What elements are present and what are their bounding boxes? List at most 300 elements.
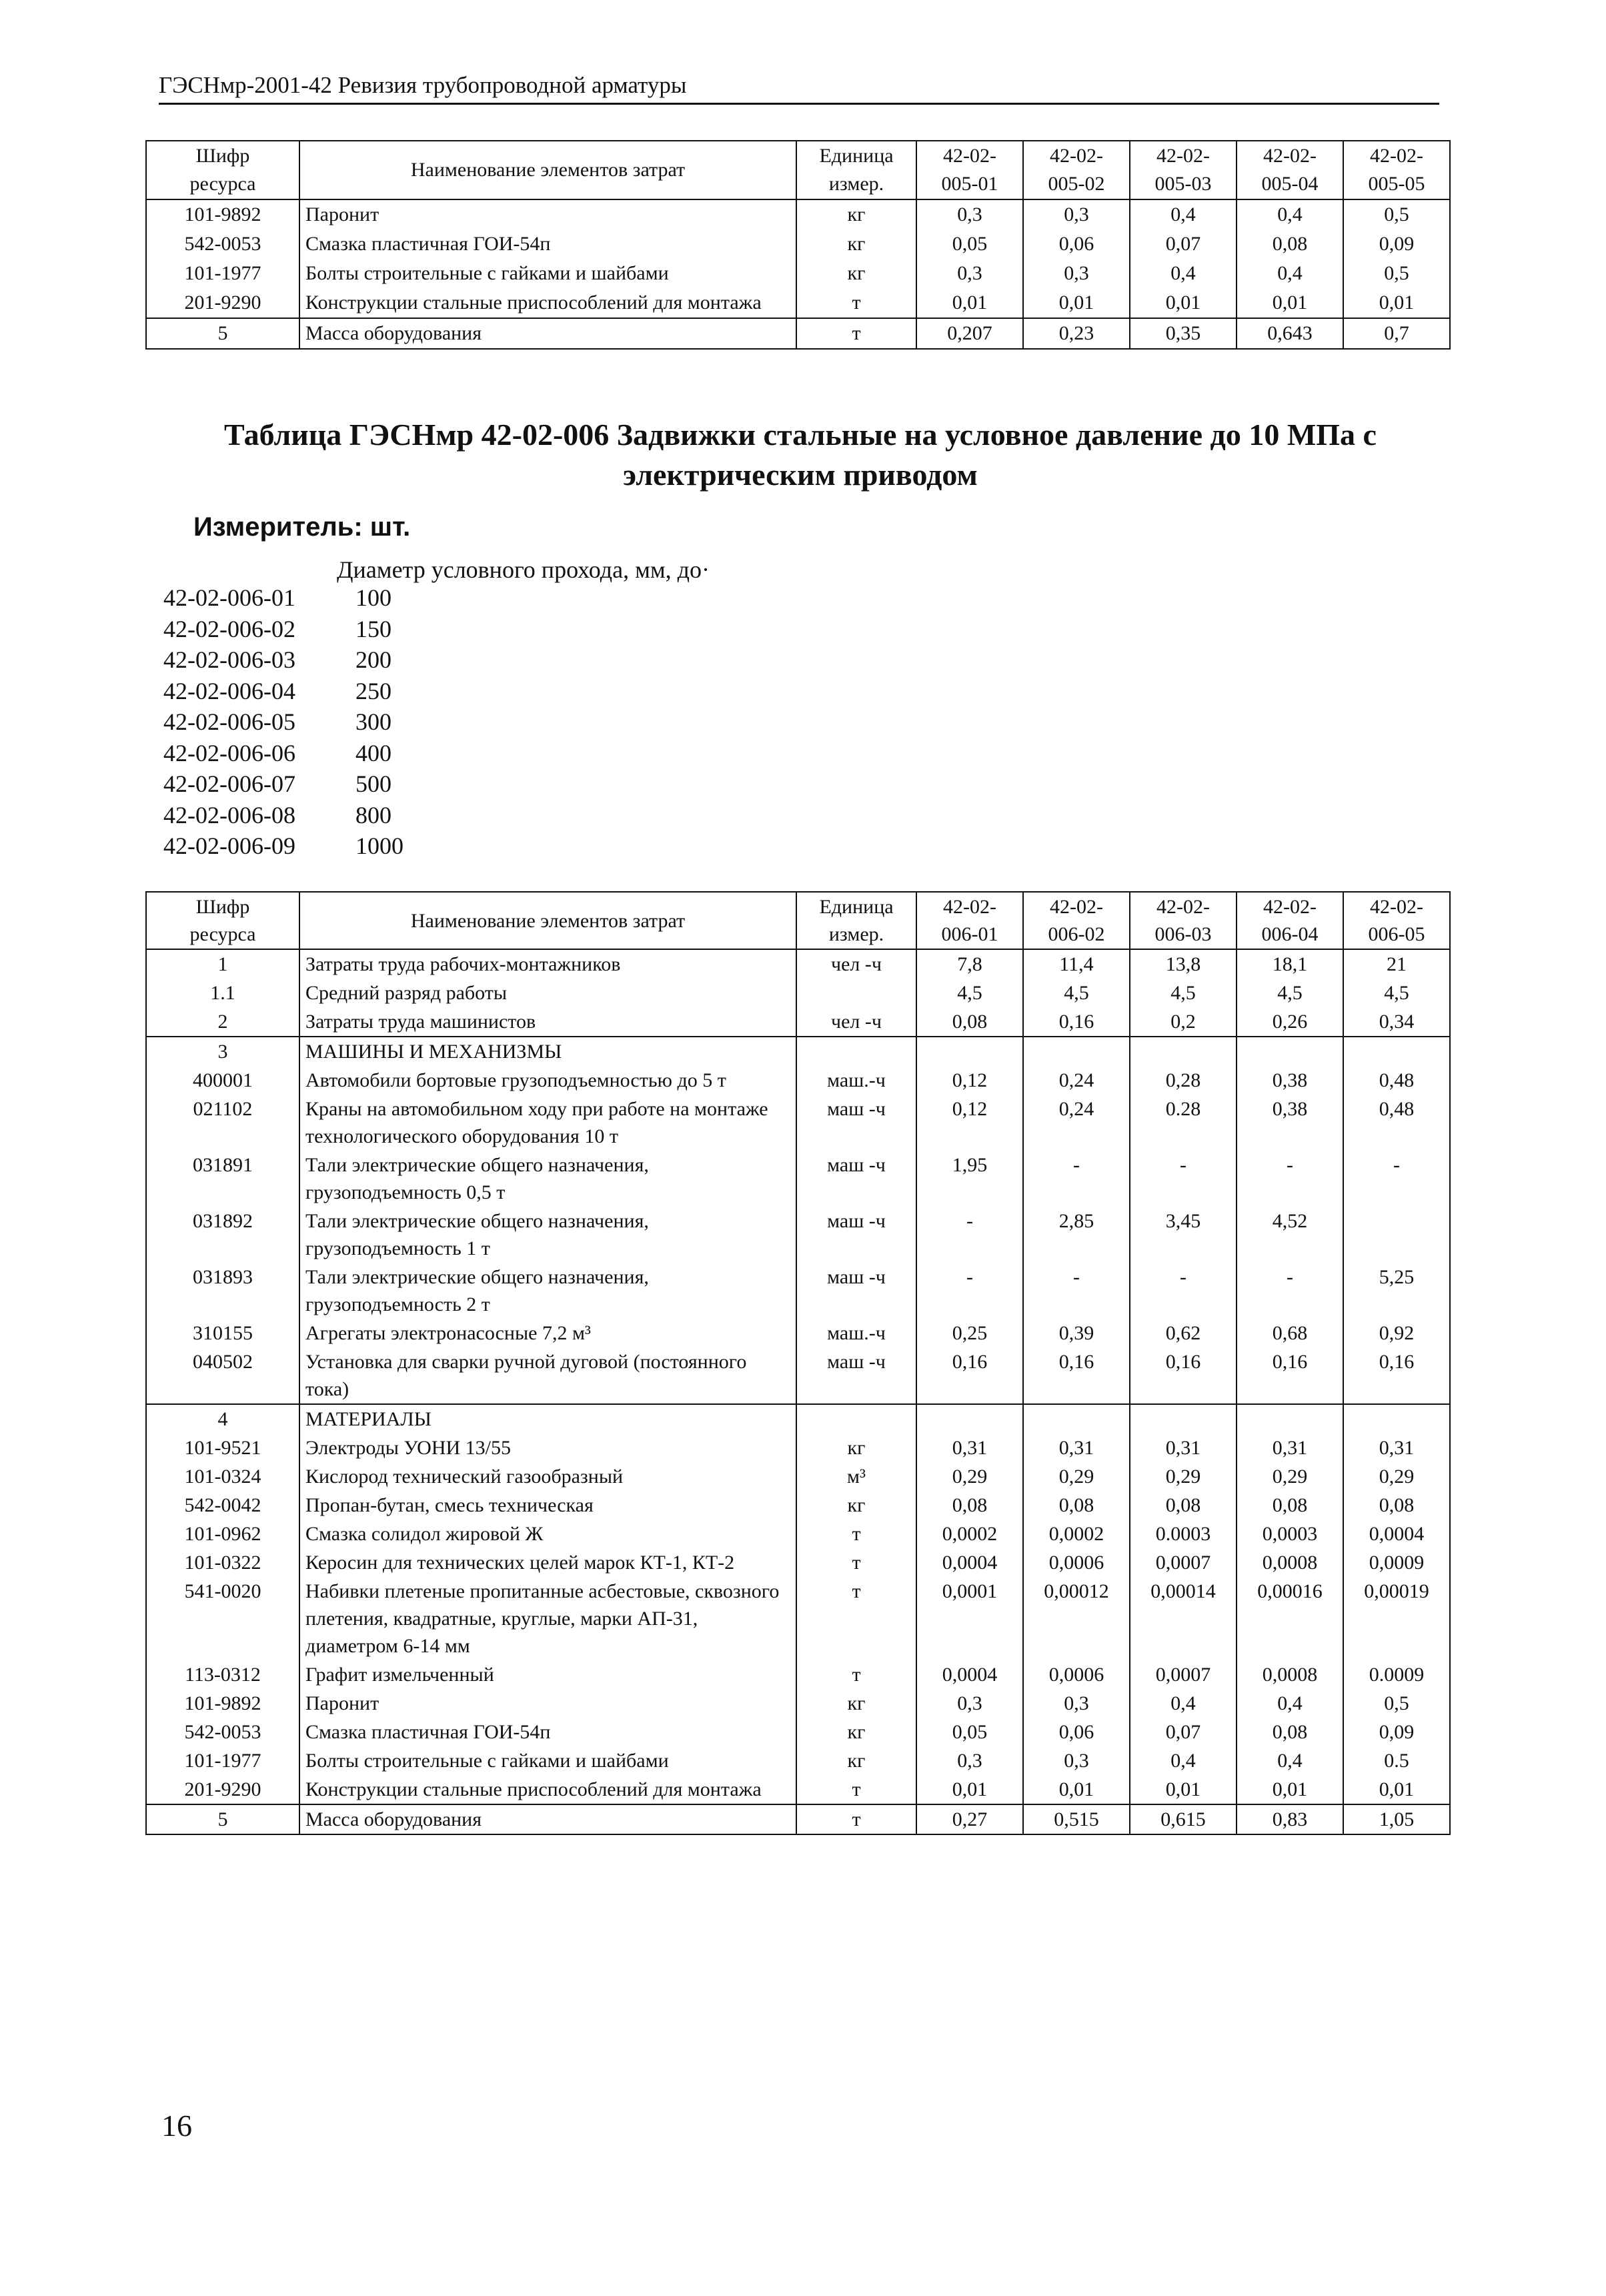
table-row [146,1007,1450,1037]
norm-value: 13,8 [1130,949,1237,979]
norm-value: 0,12 [916,1095,1023,1151]
norm-value: 0,01 [1237,1775,1343,1804]
norm-code: 42-02-006-09 [163,832,295,859]
norm-col-header: 42-02- 005-05 [1343,141,1450,199]
norm-value [1343,1037,1450,1066]
norm-value: 4,52 [1237,1207,1343,1263]
diameter-value: 150 [355,615,391,642]
norm-value: 0,62 [1130,1319,1237,1347]
norm-value: 0,08 [1343,1491,1450,1520]
norm-value: 0,0004 [1343,1520,1450,1548]
table-row [146,1804,1450,1834]
diameter-row [163,614,404,645]
table-row [146,259,1450,288]
resource-code: 040502 [146,1347,299,1404]
norm-value: 0,83 [1237,1804,1343,1834]
norm-value: 0,29 [916,1462,1023,1491]
resource-code: 542-0053 [146,1718,299,1746]
table-row [146,1319,1450,1347]
table-row [146,1066,1450,1095]
resource-code: 101-1977 [146,1746,299,1775]
norm-value: 0,0006 [1023,1548,1130,1577]
norm-value: - [916,1263,1023,1319]
unit-cell: чел -ч [796,1007,916,1037]
table-header [146,892,1450,949]
table-body [146,949,1450,1834]
norm-value: 0,29 [1237,1462,1343,1491]
norm-value: 0,31 [916,1433,1023,1462]
norm-value: 0,09 [1343,229,1450,259]
norm-code: 42-02-006-05 [163,708,295,735]
norm-value: 0,0001 [916,1577,1023,1660]
norm-value: 4,5 [916,979,1023,1007]
cost-element-name: Средний разряд работы [299,979,796,1007]
table-row [146,1548,1450,1577]
norm-value: - [1130,1151,1237,1207]
norm-value: 0,31 [1237,1433,1343,1462]
table-row [146,1491,1450,1520]
norm-value [1237,1404,1343,1433]
norm-value: 0,08 [916,1491,1023,1520]
section-heading: МАШИНЫ И МЕХАНИЗМЫ [299,1037,796,1066]
diameter-row [163,830,404,862]
norm-value: 0,00019 [1343,1577,1450,1660]
unit-cell [796,979,916,1007]
cost-element-name: Масса оборудования [299,1804,796,1834]
unit-cell: м³ [796,1462,916,1491]
norm-value: 0,3 [1023,1746,1130,1775]
table-row [146,1718,1450,1746]
unit-cell [796,1037,916,1066]
unit-cell: т [796,1548,916,1577]
diameter-value: 250 [355,677,391,704]
norm-value: 0,5 [1343,1689,1450,1718]
unit-cell: кг [796,1491,916,1520]
norm-value [1130,1404,1237,1433]
resource-code: 1.1 [146,979,299,1007]
page-number: 16 [161,2109,192,2143]
table-row [146,949,1450,979]
diameter-list [163,582,404,862]
norm-value: 0,38 [1237,1066,1343,1095]
unit-cell: маш.-ч [796,1319,916,1347]
norm-value: 0,29 [1023,1462,1130,1491]
norm-value: 0,06 [1023,229,1130,259]
unit-cell: т [796,1660,916,1689]
unit-cell: т [796,1775,916,1804]
section-heading: МАТЕРИАЛЫ [299,1404,796,1433]
norm-value [1130,1037,1237,1066]
table-row [146,1689,1450,1718]
norm-value: 0,00012 [1023,1577,1130,1660]
resource-code: 031892 [146,1207,299,1263]
norm-value: 0,0002 [1023,1520,1130,1548]
norm-value: 0,16 [1343,1347,1450,1404]
norm-value: 0,09 [1343,1718,1450,1746]
norm-value: 0,08 [1023,1491,1130,1520]
table-row [146,1095,1450,1151]
cost-element-name: Электроды УОНИ 13/55 [299,1433,796,1462]
norm-value [916,1037,1023,1066]
table-row [146,1347,1450,1404]
unit-cell: кг [796,1746,916,1775]
norm-value: 0,01 [1023,1775,1130,1804]
unit-cell: кг [796,259,916,288]
table-body [146,199,1450,349]
norm-value: 0,515 [1023,1804,1130,1834]
diameter-value: 800 [355,801,391,828]
diameter-value: 200 [355,646,391,673]
norm-value: 0,0008 [1237,1548,1343,1577]
norm-value: 0,08 [1237,229,1343,259]
norm-value: 0,29 [1343,1462,1450,1491]
cost-element-name: Керосин для технических целей марок КТ-1, КТ-2 [299,1548,796,1577]
norm-code: 42-02-006-03 [163,646,295,673]
unit-cell: кг [796,229,916,259]
norm-value: 18,1 [1237,949,1343,979]
norm-value: 0,01 [1130,1775,1237,1804]
unit-cell: маш.-ч [796,1066,916,1095]
norm-value: 0,3 [916,1746,1023,1775]
norm-value: 0,3 [1023,259,1130,288]
diameter-row [163,800,404,831]
norm-col-header: 42-02- 005-01 [916,141,1023,199]
norm-value: 5,25 [1343,1263,1450,1319]
norm-value: 0,08 [1130,1491,1237,1520]
norm-value: 7,8 [916,949,1023,979]
norm-value: 0,26 [1237,1007,1343,1037]
resource-table-005 [145,140,1451,350]
norm-value: 0,16 [1023,1007,1130,1037]
norm-code: 42-02-006-07 [163,770,295,797]
norm-value: 0,615 [1130,1804,1237,1834]
norm-value: 0,31 [1130,1433,1237,1462]
cost-element-name: Болты строительные с гайками и шайбами [299,1746,796,1775]
resource-code: 021102 [146,1095,299,1151]
cost-element-name: Паронит [299,1689,796,1718]
norm-value [1023,1037,1130,1066]
table-header [146,141,1450,199]
resource-code: 031893 [146,1263,299,1319]
unit-cell: т [796,288,916,318]
table-row [146,1037,1450,1066]
norm-col-header: 42-02- 005-02 [1023,141,1130,199]
norm-value: 4,5 [1023,979,1130,1007]
table-row [146,1151,1450,1207]
resource-code: 3 [146,1037,299,1066]
diameter-row [163,582,404,614]
resource-code: 101-1977 [146,259,299,288]
resource-code: 310155 [146,1319,299,1347]
norm-value: 0,5 [1343,199,1450,229]
norm-value: 0,31 [1023,1433,1130,1462]
diameter-caption: Диаметр условного прохода, мм, до· [337,556,710,583]
cost-element-name: Краны на автомобильном ходу при работе на монтаже технологического оборудования 10 т [299,1095,796,1151]
table-row [146,229,1450,259]
measure-unit: Измеритель: шт. [193,512,411,542]
norm-code: 42-02-006-04 [163,677,295,704]
resource-code: 5 [146,1804,299,1834]
cost-element-name: Масса оборудования [299,318,796,349]
norm-value: 0,25 [916,1319,1023,1347]
norm-value: 0,07 [1130,1718,1237,1746]
norm-value: 0,0004 [916,1660,1023,1689]
unit-cell: маш -ч [796,1095,916,1151]
code-header: Шифр ресурса [146,892,299,949]
table-row [146,288,1450,318]
resource-code: 541-0020 [146,1577,299,1660]
table-row [146,1746,1450,1775]
norm-value: 0,68 [1237,1319,1343,1347]
cost-element-name: Болты строительные с гайками и шайбами [299,259,796,288]
resource-code: 101-9521 [146,1433,299,1462]
cost-element-name: Затраты труда машинистов [299,1007,796,1037]
norm-value: 0,00014 [1130,1577,1237,1660]
resource-code: 1 [146,949,299,979]
resource-code: 113-0312 [146,1660,299,1689]
norm-value: 0,207 [916,318,1023,349]
norm-value: - [1130,1263,1237,1319]
unit-cell: т [796,1577,916,1660]
diameter-value: 400 [355,739,391,766]
norm-value [1237,1037,1343,1066]
unit-cell: маш -ч [796,1263,916,1319]
norm-value: 0,01 [1130,288,1237,318]
table-row [146,1433,1450,1462]
resource-code: 101-0322 [146,1548,299,1577]
norm-col-header: 42-02- 005-03 [1130,141,1237,199]
norm-value: 0,34 [1343,1007,1450,1037]
norm-value: 0.28 [1130,1095,1237,1151]
norm-value [916,1404,1023,1433]
resource-code: 542-0042 [146,1491,299,1520]
norm-value: 0,01 [1343,1775,1450,1804]
norm-value: 0,01 [1237,288,1343,318]
norm-value: - [1023,1151,1130,1207]
norm-value: - [1343,1151,1450,1207]
cost-element-name: Конструкции стальные приспособлений для монтажа [299,1775,796,1804]
diameter-value: 500 [355,770,391,797]
cost-element-name: Смазка солидол жировой Ж [299,1520,796,1548]
norm-value [1343,1404,1450,1433]
diameter-row [163,706,404,738]
unit-cell: маш -ч [796,1151,916,1207]
resource-code: 201-9290 [146,288,299,318]
table-row [146,318,1450,349]
diameter-row [163,676,404,707]
norm-col-header: 42-02- 006-03 [1130,892,1237,949]
table-row [146,1577,1450,1660]
norm-value: 2,85 [1023,1207,1130,1263]
norm-value [1343,1207,1450,1263]
cost-element-name: Смазка пластичная ГОИ-54п [299,229,796,259]
cost-element-name: Набивки плетеные пропитанные асбестовые, сквозного плетения, квадратные, круглые, марки АП-31, диаметром 6-14 мм [299,1577,796,1660]
norm-value: 0,01 [916,1775,1023,1804]
norm-value: 0,3 [916,1689,1023,1718]
name-header: Наименование элементов затрат [299,892,796,949]
resource-code: 400001 [146,1066,299,1095]
table-row [146,979,1450,1007]
table-row [146,1404,1450,1433]
norm-value: 0,0008 [1237,1660,1343,1689]
unit-cell: кг [796,199,916,229]
unit-cell: т [796,1520,916,1548]
diameter-value: 100 [355,584,391,611]
norm-value: 0,0004 [916,1548,1023,1577]
unit-cell [796,1404,916,1433]
norm-value: 0,4 [1130,199,1237,229]
unit-cell: кг [796,1689,916,1718]
norm-value: 0,24 [1023,1095,1130,1151]
norm-value: 0,4 [1130,1689,1237,1718]
norm-value: 0,48 [1343,1095,1450,1151]
norm-value: 0,16 [1130,1347,1237,1404]
resource-code: 5 [146,318,299,349]
norm-value: 0,3 [1023,1689,1130,1718]
norm-value: 0,39 [1023,1319,1130,1347]
norm-col-header: 42-02- 006-01 [916,892,1023,949]
cost-element-name: Агрегаты электронасосные 7,2 м³ [299,1319,796,1347]
diameter-value: 1000 [355,832,404,859]
norm-value: - [1237,1263,1343,1319]
table-row [146,199,1450,229]
cost-element-name: Графит измельченный [299,1660,796,1689]
norm-value: 21 [1343,949,1450,979]
norm-value: - [916,1207,1023,1263]
table-row [146,1775,1450,1804]
unit-header: Единица измер. [796,892,916,949]
norm-value: 0,31 [1343,1433,1450,1462]
norm-value: 0,01 [916,288,1023,318]
resource-code: 031891 [146,1151,299,1207]
cost-element-name: Смазка пластичная ГОИ-54п [299,1718,796,1746]
norm-value: 0,2 [1130,1007,1237,1037]
norm-code: 42-02-006-01 [163,584,295,611]
norm-value: 0,4 [1237,259,1343,288]
norm-value: 0.0009 [1343,1660,1450,1689]
norm-value: 0,643 [1237,318,1343,349]
resource-code: 542-0053 [146,229,299,259]
unit-cell: кг [796,1718,916,1746]
unit-cell: т [796,318,916,349]
norm-value: 0,35 [1130,318,1237,349]
norm-value: 0,07 [1130,229,1237,259]
norm-value: 0,08 [1237,1491,1343,1520]
diameter-row [163,738,404,769]
unit-header: Единица измер. [796,141,916,199]
norm-col-header: 42-02- 005-04 [1237,141,1343,199]
norm-value: 0.0003 [1130,1520,1237,1548]
diameter-row [163,644,404,676]
norm-value: 0,3 [916,259,1023,288]
diameter-value: 300 [355,708,391,735]
norm-value: 0,4 [1237,1746,1343,1775]
norm-code: 42-02-006-06 [163,739,295,766]
norm-value: 0,29 [1130,1462,1237,1491]
norm-value: 0,7 [1343,318,1450,349]
norm-value: 0,28 [1130,1066,1237,1095]
resource-code: 2 [146,1007,299,1037]
cost-element-name: Затраты труда рабочих-монтажников [299,949,796,979]
norm-code: 42-02-006-02 [163,615,295,642]
norm-value: 0,05 [916,1718,1023,1746]
unit-cell: маш -ч [796,1347,916,1404]
unit-cell: маш -ч [796,1207,916,1263]
cost-element-name: Пропан-бутан, смесь техническая [299,1491,796,1520]
norm-value: 0,08 [916,1007,1023,1037]
norm-value: 0,48 [1343,1066,1450,1095]
norm-col-header: 42-02- 006-04 [1237,892,1343,949]
resource-code: 201-9290 [146,1775,299,1804]
norm-value: 0,3 [916,199,1023,229]
norm-value: 4,5 [1130,979,1237,1007]
cost-element-name: Тали электрические общего назначения, грузоподъемность 1 т [299,1207,796,1263]
norm-value: 0,00016 [1237,1577,1343,1660]
diameter-row [163,768,404,800]
norm-col-header: 42-02- 006-05 [1343,892,1450,949]
table-row [146,1462,1450,1491]
resource-code: 101-9892 [146,199,299,229]
norm-value: 0,0002 [916,1520,1023,1548]
norm-value: 1,95 [916,1151,1023,1207]
norm-value: 0,08 [1237,1718,1343,1746]
norm-value: 3,45 [1130,1207,1237,1263]
cost-element-name: Тали электрические общего назначения, грузоподъемность 2 т [299,1263,796,1319]
norm-value: 0,16 [1023,1347,1130,1404]
table-row [146,1207,1450,1263]
norm-value: 0,0007 [1130,1660,1237,1689]
norm-value: - [1023,1263,1130,1319]
norm-value: - [1237,1151,1343,1207]
resource-code: 4 [146,1404,299,1433]
cost-element-name: Тали электрические общего назначения, грузоподъемность 0,5 т [299,1151,796,1207]
norm-value: 0,4 [1130,259,1237,288]
norm-value: 0,4 [1237,1689,1343,1718]
norm-value: 0,24 [1023,1066,1130,1095]
norm-value: 0,16 [1237,1347,1343,1404]
norm-value: 0,0009 [1343,1548,1450,1577]
norm-value: 4,5 [1237,979,1343,1007]
norm-value: 0,3 [1023,199,1130,229]
norm-value: 11,4 [1023,949,1130,979]
norm-value: 0,12 [916,1066,1023,1095]
cost-element-name: Установка для сварки ручной дуговой (постоянного тока) [299,1347,796,1404]
resource-code: 101-9892 [146,1689,299,1718]
norm-value: 4,5 [1343,979,1450,1007]
table-title: Таблица ГЭСНмр 42-02-006 Задвижки стальные на условное давление до 10 МПа с электрическим приводом [224,418,1377,492]
norm-value: 0,0003 [1237,1520,1343,1548]
cost-element-name: Паронит [299,199,796,229]
resource-table-006 [145,891,1451,1835]
norm-value: 0,0006 [1023,1660,1130,1689]
norm-value: 0,06 [1023,1718,1130,1746]
unit-cell: кг [796,1433,916,1462]
norm-value: 0,0007 [1130,1548,1237,1577]
norm-value: 0,4 [1237,199,1343,229]
norm-value: 0,38 [1237,1095,1343,1151]
norm-value: 0,4 [1130,1746,1237,1775]
table-row [146,1520,1450,1548]
unit-cell: т [796,1804,916,1834]
norm-value: 0.5 [1343,1746,1450,1775]
norm-value: 0,01 [1343,288,1450,318]
norm-value: 1,05 [1343,1804,1450,1834]
table-row [146,1263,1450,1319]
norm-col-header: 42-02- 006-02 [1023,892,1130,949]
norm-value: 0,01 [1023,288,1130,318]
running-header: ГЭСНмр-2001-42 Ревизия трубопроводной арматуры [159,72,1439,105]
unit-cell: чел -ч [796,949,916,979]
